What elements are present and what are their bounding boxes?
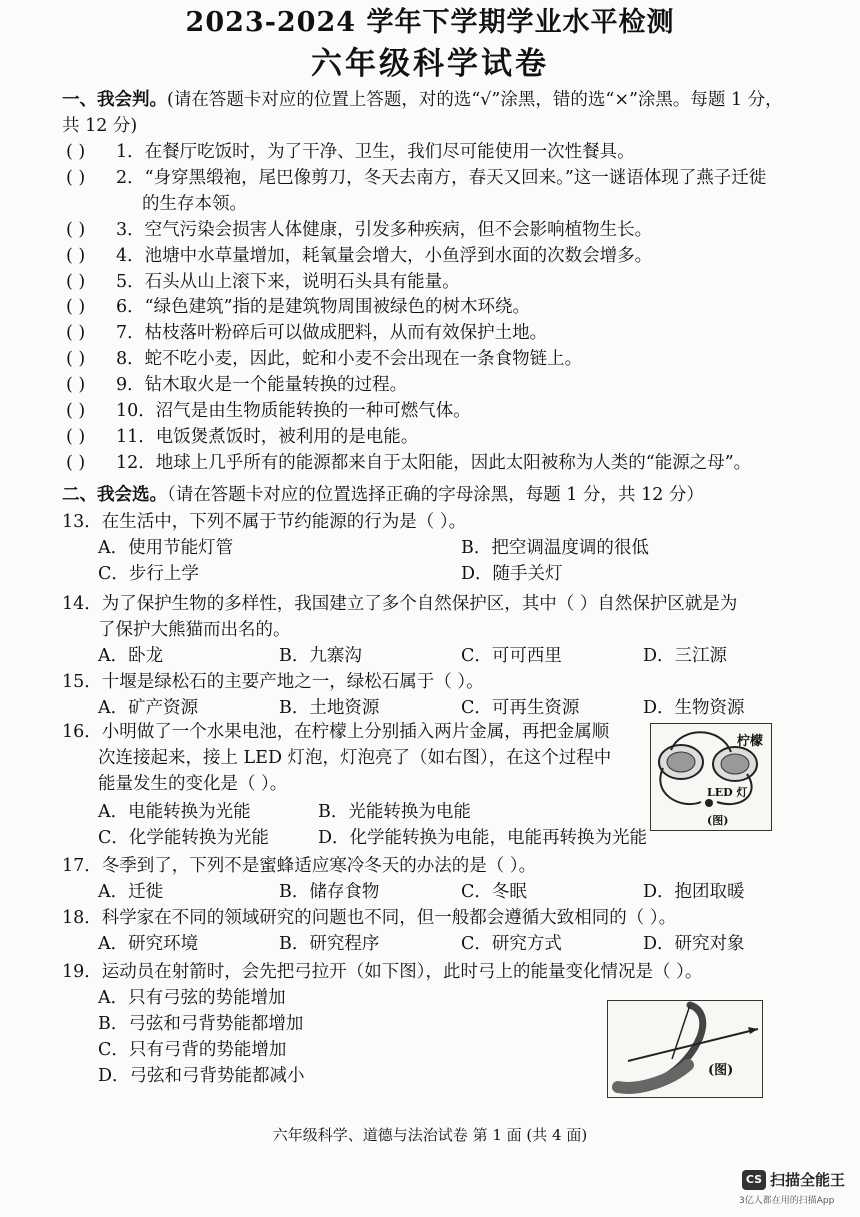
judgment-item: [66, 244, 652, 268]
bow-string: [672, 1005, 690, 1059]
answer-paren: ( ): [66, 426, 86, 447]
q15-option-a: A．矿产资源: [98, 698, 199, 718]
judgment-text: 的生存本领。: [142, 193, 247, 214]
q18-option-c: C．研究方式: [461, 934, 562, 954]
q19-option-d: D．弓弦和弓背势能都减小: [98, 1066, 305, 1086]
answer-paren: ( ): [66, 401, 86, 421]
q16-stem-line3: 能量发生的变化是（ ）。: [98, 774, 288, 794]
judgment-item: [66, 218, 652, 242]
q19-option-b: B．弓弦和弓背势能都增加: [98, 1014, 304, 1034]
judgment-text: 5．石头从山上滚下来，说明石头具有能量。: [116, 271, 460, 292]
lemon-battery-figure: [650, 723, 772, 831]
q16-option-d: D．化学能转换为电能，电能再转换为光能: [318, 828, 648, 848]
lemon-label: 柠檬: [737, 734, 764, 749]
judgment-text: 11．电饭煲煮饭时，被利用的是电能。: [116, 426, 419, 447]
section1-heading: 一、我会判。: [62, 90, 167, 110]
q17-option-b: B．储存食物: [279, 882, 380, 902]
section2-instruction: （请在答题卡对应的位置选择正确的字母涂黑，每题 1 分，共 12 分）: [167, 485, 704, 505]
q18-option-d: D．研究对象: [643, 934, 745, 954]
answer-paren: ( ): [66, 323, 86, 344]
judgment-text: 1．在餐厅吃饭时，为了干净、卫生，我们尽可能使用一次性餐具。: [116, 142, 635, 162]
bow-arrow-figure: [607, 1000, 763, 1098]
q18-option-a: A．研究环境: [98, 934, 199, 954]
q13-option-c: C．步行上学: [98, 564, 199, 584]
q15-stem: 15．十堰是绿松石的主要产地之一，绿松石属于（ ）。: [62, 672, 484, 692]
judgment-text: 2．“身穿黑缎袍，尾巴像剪刀，冬天去南方，春天又回来。”这一谜语体现了燕子迁徙: [116, 167, 767, 188]
judgment-item: [66, 270, 460, 294]
q14-option-d: D．三江源: [643, 646, 728, 666]
judgment-text: 3．空气污染会损害人体健康，引发多种疾病，但不会影响植物生长。: [116, 219, 653, 240]
judgment-text: 9．钻木取火是一个能量转换的过程。: [116, 375, 408, 396]
answer-paren: ( ): [66, 271, 86, 292]
judgment-text: 6．“绿色建筑”指的是建筑物周围被绿色的树木环绕。: [116, 297, 531, 318]
answer-paren: ( ): [66, 245, 86, 266]
judgment-text: 10．沼气是由生物质能转换的一种可燃气体。: [116, 401, 471, 421]
judgment-text: 8．蛇不吃小麦，因此，蛇和小麦不会出现在一条食物链上。: [116, 349, 583, 370]
lemon-left-cut: [667, 752, 695, 772]
judgment-item: [66, 192, 247, 216]
q19-option-c: C．只有弓背的势能增加: [98, 1040, 287, 1060]
q16-stem-line2: 次连接起来，接上 LED 灯泡，灯泡亮了（如右图），在这个过程中: [98, 748, 612, 768]
arrow-head: [748, 1027, 758, 1034]
q19-option-a: A．只有弓弦的势能增加: [98, 988, 286, 1008]
q16-option-b: B．光能转换为电能: [318, 802, 471, 822]
answer-paren: ( ): [66, 452, 86, 473]
q14-stem-line1: 14．为了保护生物的多样性，我国建立了多个自然保护区，其中（ ）自然保护区就是为: [62, 594, 738, 614]
answer-paren: ( ): [66, 219, 86, 240]
section1-instruction: (请在答题卡对应的位置上答题，对的选“√”涂黑，错的选“×”涂黑。每题 1 分，: [167, 90, 783, 110]
judgment-item: [66, 347, 582, 371]
judgment-item: [66, 166, 766, 190]
exam-year-title: 2023-2024 学年下学期学业水平检测: [185, 7, 675, 38]
answer-paren: ( ): [66, 167, 86, 188]
led-bulb: [705, 799, 713, 807]
q13-option-b: B．把空调温度调的很低: [461, 538, 649, 558]
led-label: LED 灯: [707, 786, 748, 799]
answer-paren: ( ): [66, 297, 86, 318]
judgment-item: [66, 321, 547, 345]
judgment-item: [66, 451, 751, 475]
q13-option-d: D．随手关灯: [461, 564, 563, 584]
section2-heading-line: [62, 483, 704, 507]
q18-stem: 18．科学家在不同的领域研究的问题也不同，但一般都会遵循大致相同的（ ）。: [62, 908, 677, 928]
lemon-figure-caption: (图): [707, 814, 729, 827]
judgment-item: [66, 295, 530, 319]
q19-stem: 19．运动员在射箭时，会先把弓拉开（如下图），此时弓上的能量变化情况是（ ）。: [62, 962, 703, 982]
archer-arm: [618, 1065, 688, 1088]
judgment-item: [66, 425, 418, 449]
q18-option-b: B．研究程序: [279, 934, 380, 954]
judgment-text: 4．池塘中水草量增加，耗氧量会增大，小鱼浮到水面的次数会增多。: [116, 245, 653, 266]
judgment-item: [66, 399, 471, 423]
page-footer: 六年级科学、道德与法治试卷 第 1 面 (共 4 面): [272, 1126, 588, 1144]
answer-paren: ( ): [66, 142, 86, 162]
q14-option-a: A．卧龙: [98, 646, 164, 666]
q16-option-c: C．化学能转换为光能: [98, 828, 269, 848]
scanner-slogan: 3亿人都在用的扫描App: [739, 1196, 835, 1206]
exam-main-title: 六年级科学试卷: [311, 46, 549, 82]
q17-option-d: D．抱团取暖: [643, 882, 745, 902]
judgment-text: 12．地球上几乎所有的能源都来自于太阳能，因此太阳被称为人类的“能源之母”。: [116, 452, 752, 473]
q14-option-c: C．可可西里: [461, 646, 562, 666]
section1-instruction-cont: 共 12 分): [62, 116, 138, 136]
q17-option-a: A．迁徙: [98, 882, 164, 902]
q15-option-d: D．生物资源: [643, 698, 745, 718]
judgment-item: [66, 373, 407, 397]
q15-option-b: B．土地资源: [279, 698, 380, 718]
q17-stem: 17．冬季到了，下列不是蜜蜂适应寒冷冬天的办法的是（ ）。: [62, 856, 537, 876]
bow-arrow-drawing: [608, 1001, 762, 1097]
q14-option-b: B．九寨沟: [279, 646, 362, 666]
q13-option-a: A．使用节能灯管: [98, 538, 234, 558]
bow-figure-caption: (图): [708, 1063, 734, 1078]
q14-stem-line2: 了保护大熊猫而出名的。: [98, 620, 291, 640]
scanner-logo: CS: [742, 1170, 766, 1190]
q13-stem: 13．在生活中，下列不属于节约能源的行为是（ ）。: [62, 512, 467, 532]
q15-option-c: C．可再生资源: [461, 698, 580, 718]
section2-heading: 二、我会选。: [62, 485, 167, 505]
answer-paren: ( ): [66, 375, 86, 396]
lemon-right-cut: [721, 754, 749, 774]
section1-heading-line: [62, 88, 783, 112]
judgment-text: 7．枯枝落叶粉碎后可以做成肥料，从而有效保护土地。: [116, 323, 548, 344]
answer-paren: ( ): [66, 349, 86, 370]
q16-stem-line1: 16．小明做了一个水果电池，在柠檬上分别插入两片金属，再把金属顺: [62, 722, 610, 742]
q16-option-a: A．电能转换为光能: [98, 802, 251, 822]
q17-option-c: C．冬眠: [461, 882, 527, 902]
judgment-item: [66, 140, 635, 164]
scanner-app-name: 扫描全能王: [770, 1171, 846, 1189]
